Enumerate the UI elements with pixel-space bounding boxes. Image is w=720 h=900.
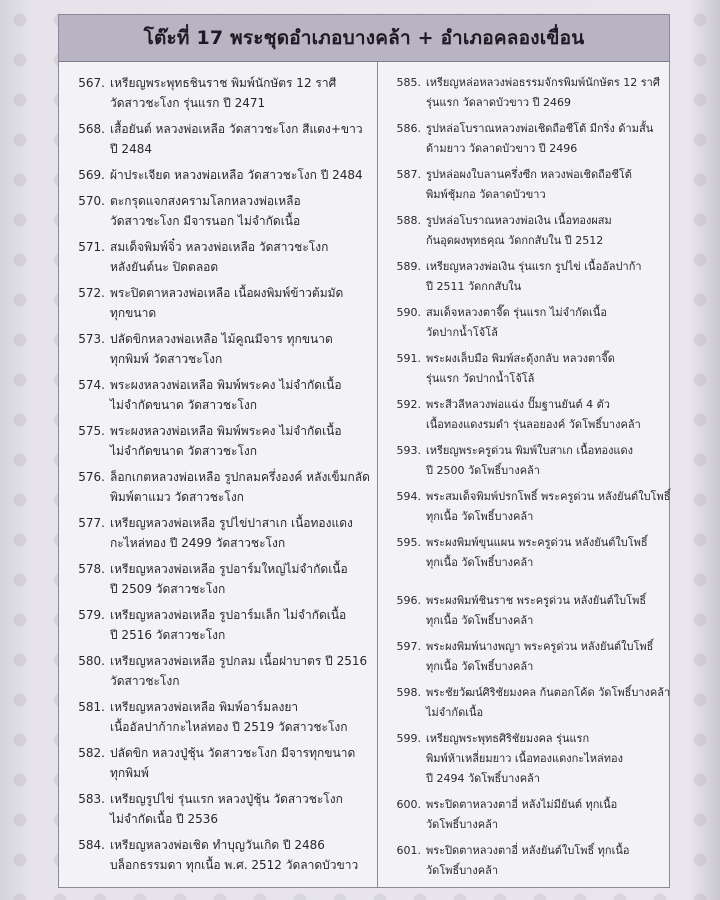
list-item <box>65 375 371 415</box>
list-item <box>65 835 371 875</box>
item-description-line: เหรียญพระพุทธศิริชัยมงคล รุ่นแรก <box>426 732 590 745</box>
list-item <box>65 513 371 553</box>
list-item <box>383 487 671 527</box>
item-description-line: เหรียญหลวงพ่อเหลือ รูปไข่ปาสาเก เนื้อทองแดง <box>110 516 353 530</box>
list-item <box>383 729 667 789</box>
list-item <box>65 651 371 691</box>
item-description <box>110 789 371 829</box>
item-description-line: พิมพ์ห้าเหลี่ยมยาว เนื้อทองแดงกะไหล่ทอง <box>426 752 623 765</box>
item-number: 582. <box>78 746 105 760</box>
item-description-line: รุ่นแรก วัดลาดบัวขาว ปี 2469 <box>426 96 571 109</box>
item-description-line: พระผงพิมพ์ชินราช พระครูด่วน หลังยันต์ใบโพธิ์ <box>426 594 647 607</box>
catalog-sheet <box>58 14 670 888</box>
item-description-line: ปี 2494 วัดโพธิ์บางคล้า <box>426 772 540 785</box>
item-description <box>426 303 667 343</box>
item-number: 576. <box>78 470 105 484</box>
item-description-line: พระปิดตาหลวงพ่อเหลือ เนื้อผงพิมพ์ข้าวต้มมัด <box>110 286 344 300</box>
item-description-line: ก้นอุดผงพุทธคุณ วัดกกสับใน ปี 2512 <box>426 234 604 247</box>
item-description-line: กะไหล่ทอง ปี 2499 วัดสาวชะโงก <box>110 536 286 550</box>
item-number: 588. <box>396 214 421 227</box>
item-number: 581. <box>78 700 105 714</box>
item-description-line: เนื้อทองแดงรมดำ รุ่นลอยองค์ วัดโพธิ์บางคล้า <box>426 418 641 431</box>
item-description <box>426 165 667 205</box>
item-description-line: เสื้อยันต์ หลวงพ่อเหลือ วัดสาวชะโงก สีแดง+ขาว <box>110 122 363 136</box>
list-item <box>383 533 667 573</box>
item-number: 591. <box>396 352 421 365</box>
item-description-line: เหรียญหลวงพ่อเงิน รุ่นแรก รูปไข่ เนื้ออัลปาก้า <box>426 260 642 273</box>
item-number: 569. <box>78 168 105 182</box>
item-description-line: รูปหล่อโบราณหลวงพ่อเชิดถือชีโต้ มีกริ่ง ด้ามสั้น <box>426 122 654 135</box>
item-description-line: วัดโพธิ์บางคล้า <box>426 864 498 877</box>
item-description-line: ไม่จำกัดเนื้อ ปี 2536 <box>110 812 219 826</box>
list-item <box>383 211 667 251</box>
item-description-line: เหรียญพระพุทธชินราช พิมพ์นักษัตร 12 ราศี <box>110 76 337 90</box>
item-description-line: เหรียญหลวงพ่อเหลือ รูปอาร์มเล็ก ไม่จำกัดเนื้อ <box>110 608 347 622</box>
item-description-line: วัดโพธิ์บางคล้า <box>426 818 498 831</box>
item-number: 597. <box>396 640 421 653</box>
item-description-line: พระผงหลวงพ่อเหลือ พิมพ์พระคง ไม่จำกัดเนื้อ <box>110 424 342 438</box>
item-description <box>110 329 371 369</box>
item-description-line: พระสีวลีหลวงพ่อแฉ่ง ปั๊มฐานยันต์ 4 ตัว <box>426 398 610 411</box>
item-number: 592. <box>396 398 421 411</box>
item-description-line: ไม่จำกัดเนื้อ <box>426 706 484 719</box>
item-description-line: เนื้ออัลปาก้ากะไหล่ทอง ปี 2519 วัดสาวชะโงก <box>110 720 348 734</box>
item-description <box>426 119 667 159</box>
list-item <box>65 697 371 737</box>
list-item <box>65 119 371 159</box>
list-item <box>65 191 371 231</box>
item-description <box>426 683 670 723</box>
item-number: 574. <box>78 378 105 392</box>
item-description-line: บล็อกธรรมดา ทุกเนื้อ พ.ศ. 2512 วัดลาดบัวขาว <box>110 858 359 872</box>
item-description-line: ตะกรุดแจกสงครามโลกหลวงพ่อเหลือ <box>110 194 301 208</box>
item-description-line: ปลัดขิกหลวงพ่อเหลือ ไม้คูณมีจาร ทุกขนาด <box>110 332 333 346</box>
item-description-line: พระผงพิมพ์ขุนแผน พระครูด่วน หลังยันต์ใบโพธิ์ <box>426 536 648 549</box>
item-description <box>426 395 667 435</box>
page-title: โต๊ะที่ 17 พระชุดอำเภอบางคล้า + อำเภอคลองเขื่อน <box>143 27 585 49</box>
list-item <box>383 591 667 631</box>
item-number: 579. <box>78 608 105 622</box>
item-description <box>110 375 371 415</box>
item-number: 575. <box>78 424 105 438</box>
item-description <box>110 743 371 783</box>
item-description <box>426 349 667 389</box>
item-number: 568. <box>78 122 105 136</box>
item-number: 573. <box>78 332 105 346</box>
item-number: 567. <box>78 76 105 90</box>
list-item <box>65 73 371 113</box>
item-description-line: เหรียญหลวงพ่อเหลือ รูปกลม เนื้อฝาบาตร ปี 2516 <box>110 654 368 668</box>
item-description <box>110 119 371 159</box>
item-description-line: วัดสาวชะโงก <box>110 674 180 688</box>
item-description <box>110 835 371 875</box>
item-description-line: ปี 2509 วัดสาวชะโงก <box>110 582 226 596</box>
list-item <box>383 119 667 159</box>
list-item <box>383 303 667 343</box>
left-column <box>65 73 371 881</box>
list-item <box>65 605 371 645</box>
item-description <box>426 533 667 573</box>
item-description-line: สมเด็จพิมพ์จิ๋ว หลวงพ่อเหลือ วัดสาวชะโงก <box>110 240 329 254</box>
item-description-line: รุ่นแรก วัดปากน้ำโจ้โล้ <box>426 372 535 385</box>
item-number: 600. <box>396 798 421 811</box>
list-item <box>383 349 667 389</box>
list-item <box>383 795 667 835</box>
item-description <box>110 605 371 645</box>
item-description-line: รูปหล่อโบราณหลวงพ่อเงิน เนื้อทองผสม <box>426 214 612 227</box>
item-description-line: พระผงพิมพ์นางพญา พระครูด่วน หลังยันต์ใบโพธิ์ <box>426 640 654 653</box>
item-number: 580. <box>78 654 105 668</box>
item-number: 585. <box>396 76 421 89</box>
list-item <box>65 237 371 277</box>
list-item <box>65 467 371 507</box>
list-item <box>383 73 667 113</box>
item-number: 594. <box>396 490 421 503</box>
item-description <box>110 73 371 113</box>
item-description-line: ปี 2500 วัดโพธิ์บางคล้า <box>426 464 540 477</box>
list-item <box>383 165 667 205</box>
list-item <box>65 165 371 185</box>
item-description-line: ปี 2484 <box>110 142 152 156</box>
item-number: 596. <box>396 594 421 607</box>
item-description <box>110 191 371 231</box>
item-description-line: ผ้าประเจียด หลวงพ่อเหลือ วัดสาวชะโงก ปี 2484 <box>110 168 363 182</box>
item-description-line: ไม่จำกัดขนาด วัดสาวชะโงก <box>110 398 258 412</box>
item-number: 595. <box>396 536 421 549</box>
item-description <box>110 651 371 691</box>
item-description-line: ทุกเนื้อ วัดโพธิ์บางคล้า <box>426 510 534 523</box>
item-description-line: รูปหล่อผงใบลานครึ่งซีก หลวงพ่อเชิดถือชีโต้ <box>426 168 632 181</box>
title-bar <box>59 15 669 62</box>
list-item <box>383 637 667 677</box>
item-number: 572. <box>78 286 105 300</box>
item-number: 570. <box>78 194 105 208</box>
item-description-line: พระผงเล็บมือ พิมพ์สะดุ้งกลับ หลวงตาจี๊ด <box>426 352 615 365</box>
list-item <box>65 283 371 323</box>
list-item <box>65 329 371 369</box>
item-description <box>110 421 371 461</box>
list-item <box>383 257 667 297</box>
item-description-line: พระชัยวัฒน์ศิริชัยมงคล ก้นตอกโค้ด วัดโพธิ์บางคล้า <box>426 686 671 699</box>
item-description-line: วัดสาวชะโงก มีจารนอก ไม่จำกัดเนื้อ <box>110 214 301 228</box>
item-description-line: หลังยันต์นะ ปิดตลอด <box>110 260 219 274</box>
list-item <box>65 421 371 461</box>
item-number: 587. <box>396 168 421 181</box>
item-description <box>110 697 371 737</box>
right-column <box>383 73 671 887</box>
item-description-line: ทุกพิมพ์ <box>110 766 149 780</box>
item-description-line: พระปิดตาหลวงตาอี่ หลังยันต์ใบโพธิ์ ทุกเนื้อ <box>426 844 630 857</box>
item-description-line: ทุกพิมพ์ วัดสาวชะโงก <box>110 352 223 366</box>
item-description <box>426 591 667 631</box>
item-description <box>426 211 667 251</box>
item-number: 599. <box>396 732 421 745</box>
item-description-line: ทุกขนาด <box>110 306 157 320</box>
item-description <box>426 795 667 835</box>
item-number: 593. <box>396 444 421 457</box>
item-number: 584. <box>78 838 105 852</box>
list-item <box>383 683 671 723</box>
list-item <box>65 559 371 599</box>
item-number: 589. <box>396 260 421 273</box>
item-description-line: พิมพ์ตาแมว วัดสาวชะโงก <box>110 490 244 504</box>
item-description <box>110 513 371 553</box>
column-divider <box>377 61 378 887</box>
item-description-line: เหรียญพระครูด่วน พิมพ์ใบสาเก เนื้อทองแดง <box>426 444 634 457</box>
item-description-line: เหรียญรูปไข่ รุ่นแรก หลวงปู่ชุ้น วัดสาวชะโงก <box>110 792 343 806</box>
item-number: 598. <box>396 686 421 699</box>
item-description-line: พระผงหลวงพ่อเหลือ พิมพ์พระคง ไม่จำกัดเนื้อ <box>110 378 342 392</box>
item-description <box>426 637 667 677</box>
list-item <box>65 789 371 829</box>
item-description-line: เหรียญหลวงพ่อเชิด ทำบุญวันเกิด ปี 2486 <box>110 838 325 852</box>
item-description-line: ทุกเนื้อ วัดโพธิ์บางคล้า <box>426 556 534 569</box>
item-description-line: วัดปากน้ำโจ้โล้ <box>426 326 498 339</box>
item-description-line: ทุกเนื้อ วัดโพธิ์บางคล้า <box>426 614 534 627</box>
item-number: 583. <box>78 792 105 806</box>
item-number: 586. <box>396 122 421 135</box>
item-description <box>110 283 371 323</box>
item-description <box>426 841 667 881</box>
item-description-line: วัดสาวชะโงก รุ่นแรก ปี 2471 <box>110 96 266 110</box>
item-number: 578. <box>78 562 105 576</box>
item-description <box>426 729 667 789</box>
item-description-line: ล็อกเกตหลวงพ่อเหลือ รูปกลมครึ่งองค์ หลังเข็มกลัด <box>110 470 370 484</box>
item-description <box>426 257 667 297</box>
item-description-line: สมเด็จหลวงตาจี๊ด รุ่นแรก ไม่จำกัดเนื้อ <box>426 306 607 319</box>
item-description <box>110 467 371 507</box>
item-description <box>426 441 667 481</box>
item-description <box>426 73 667 113</box>
item-description <box>110 237 371 277</box>
item-description-line: ปลัดขิก หลวงปู่ชุ้น วัดสาวชะโงก มีจารทุกขนาด <box>110 746 356 760</box>
item-number: 577. <box>78 516 105 530</box>
list-item <box>65 743 371 783</box>
item-description-line: พิมพ์ชุ้มกอ วัดลาดบัวขาว <box>426 188 546 201</box>
item-description-line: ทุกเนื้อ วัดโพธิ์บางคล้า <box>426 660 534 673</box>
item-description-line: ด้ามยาว วัดลาดบัวขาว ปี 2496 <box>426 142 578 155</box>
item-description-line: พระปิดตาหลวงตาอี่ หลังไม่มียันต์ ทุกเนื้อ <box>426 798 618 811</box>
list-item <box>383 841 667 881</box>
list-item <box>383 395 667 435</box>
item-description-line: ปี 2511 วัดกกสับใน <box>426 280 522 293</box>
item-description-line: เหรียญหล่อหลวงพ่อธรรมจักรพิมพ์นักษัตร 12 ราศี <box>426 76 660 89</box>
item-description-line: ไม่จำกัดขนาด วัดสาวชะโงก <box>110 444 258 458</box>
item-description-line: พระสมเด็จพิมพ์ปรกโพธิ์ พระครูด่วน หลังยันต์ใบโพธิ์ <box>426 490 671 503</box>
item-number: 601. <box>396 844 421 857</box>
item-description <box>110 165 371 185</box>
item-description-line: ปี 2516 วัดสาวชะโงก <box>110 628 226 642</box>
item-description <box>426 487 670 527</box>
item-number: 590. <box>396 306 421 319</box>
item-description-line: เหรียญหลวงพ่อเหลือ พิมพ์อาร์มลงยา <box>110 700 299 714</box>
item-description <box>110 559 371 599</box>
item-description-line: เหรียญหลวงพ่อเหลือ รูปอาร์มใหญ่ไม่จำกัดเนื้อ <box>110 562 348 576</box>
item-number: 571. <box>78 240 105 254</box>
list-item <box>383 441 667 481</box>
